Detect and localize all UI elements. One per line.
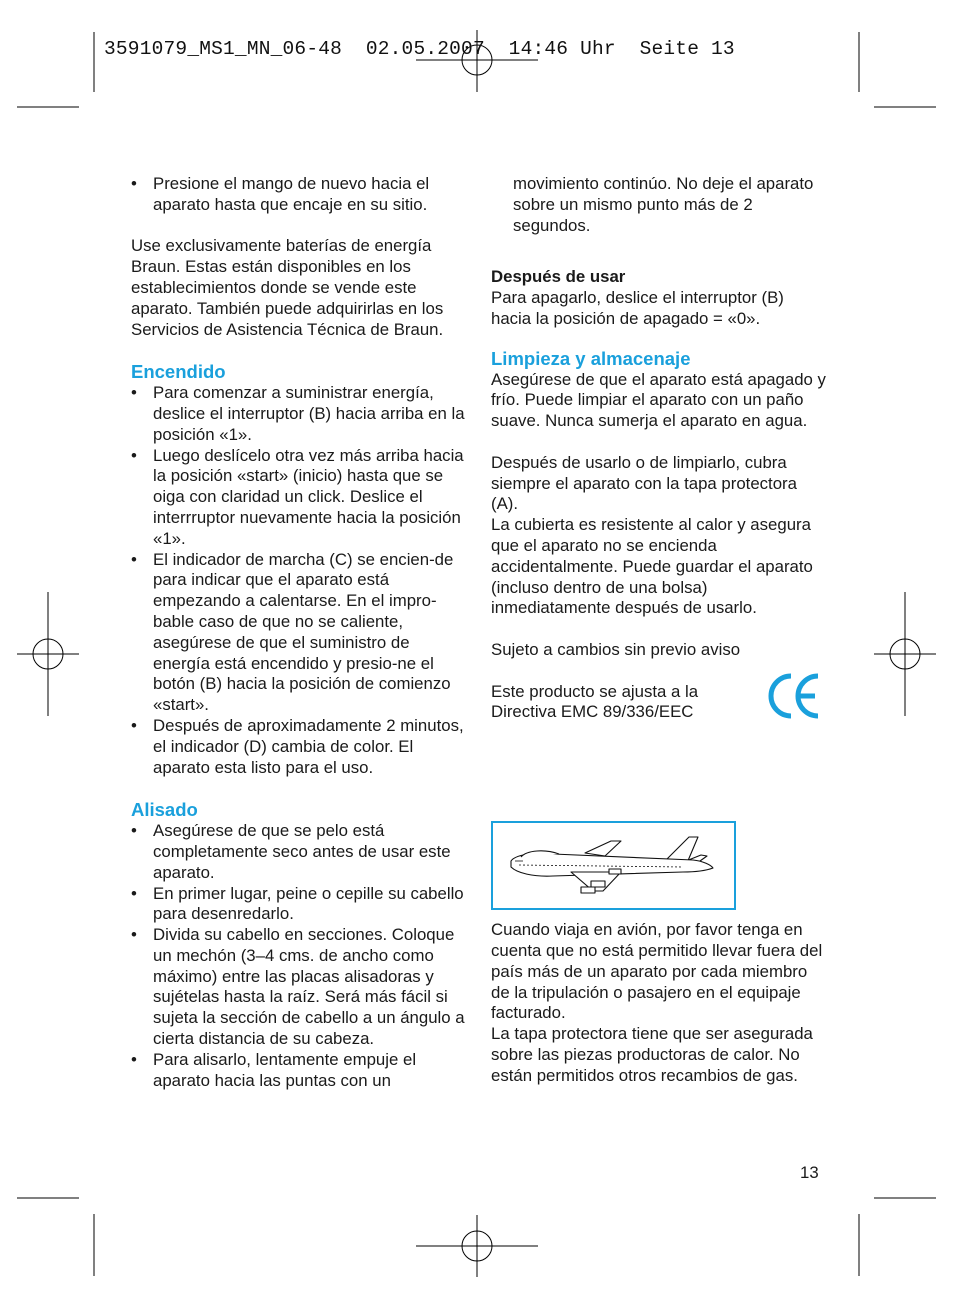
limpieza-paragraph-3: La cubierta es resistente al calor y asegura que el aparato no se encienda accidentalmente. Puede guardar el aparato (incluso dentro de una bolsa) inmediatamente después de usarlo. — [491, 515, 813, 618]
limpieza-paragraph-1: Asegúrese de que el aparato está apagado y frío. Puede limpiar el aparato con un paño suave. Nunca sumerja el aparato en agua. — [491, 369, 826, 431]
directive-paragraph: Este producto se ajusta a la Directiva EMC 89/336/EEC — [491, 681, 699, 722]
list-item: • Divida su cabello en secciones. Coloque un mechón (3–4 cms. de ancho como máximo) entre las placas alisadoras y sujételas hasta la raíz. Será más fácil si sujeta la sección de cabello a un ángulo a cierta distancia de su cabeza. — [131, 925, 471, 1050]
left-column — [131, 174, 471, 1091]
list-item: • En primer lugar, peine o cepille su cabello para desenredarlo. — [131, 884, 471, 926]
section-heading-encendido: Encendido — [131, 361, 226, 383]
list-item: • Después de aproximadamente 2 minutos, el indicador (D) cambia de color. El aparato esta listo para el uso. — [131, 716, 471, 778]
ce-mark-icon — [766, 671, 822, 721]
notice-paragraph: Sujeto a cambios sin previo aviso — [491, 639, 741, 659]
registration-mark-right — [874, 592, 936, 716]
continuation-paragraph: movimiento continúo. No deje el aparato sobre un mismo punto más de 2 segundos. — [513, 174, 814, 235]
print-slug-header: 3591079_MS1_MN_06-48 02.05.2007 14:46 Uhr Seite 13 — [104, 38, 735, 60]
section-heading-limpieza: Limpieza y almacenaje — [491, 347, 691, 369]
directive-row — [491, 682, 826, 724]
intro-list — [131, 174, 471, 216]
list-item: • Luego deslícelo otra vez más arriba hacia la posición «start» (inicio) hasta que se oiga con claridad un click. Deslice el interrruptor nuevamente hacia la posición «1». — [131, 446, 471, 550]
despues-paragraph: Para apagarlo, deslice el interruptor (B) hacia la posición de apagado = «0». — [491, 287, 784, 328]
travel-paragraph-1: Cuando viaja en avión, por favor tenga en cuenta que no está permitido llevar fuera del país más de un aparato por cada miembro de la tripulación o pasajero en el equipaje facturado. — [491, 920, 823, 1023]
airplane-illustration-box — [491, 821, 736, 910]
list-item: • Asegúrese de que se pelo está completamente seco antes de usar este aparato. — [131, 821, 471, 883]
right-column — [491, 174, 826, 1087]
list-item: • El indicador de marcha (C) se encien-de para indicar que el aparato está empezando a calentarse. En el impro-bable caso de que no se caliente, asegúrese de que el suministro de energía está encendido y presio-ne el botón (B) hacia la posición de comienzo «start». — [131, 550, 471, 716]
encendido-list — [131, 383, 471, 778]
list-item: • Presione el mango de nuevo hacia el aparato hasta que encaje en su sitio. — [131, 174, 471, 216]
ce-letter-c — [771, 676, 791, 716]
registration-mark-bottom — [416, 1215, 538, 1277]
alisado-list — [131, 821, 471, 1091]
registration-mark-left — [17, 592, 79, 716]
list-item: • Para alisarlo, lentamente empuje el aparato hacia las puntas con un — [131, 1050, 471, 1092]
list-item: • Para comenzar a suministrar energía, deslice el interruptor (B) hacia arriba en la posición «1». — [131, 383, 471, 445]
batteries-paragraph: Use exclusivamente baterías de energía Braun. Estas están disponibles en los establecimientos donde se vende este aparato. También puede adquirirlas en los Servicios de Asistencia Técnica de Braun. — [131, 236, 444, 339]
limpieza-paragraph-2: Después de usarlo o de limpiarlo, cubra siempre el aparato con la tapa protectora (A). — [491, 452, 797, 514]
section-heading-alisado: Alisado — [131, 799, 198, 821]
page-number: 13 — [800, 1163, 819, 1182]
travel-paragraph-2: La tapa protectora tiene que ser asegurada sobre las piezas productoras de calor. No están permitidos otros recambios de gas. — [491, 1024, 813, 1085]
airplane-icon — [493, 823, 734, 908]
subheading-despues: Después de usar — [491, 267, 626, 287]
